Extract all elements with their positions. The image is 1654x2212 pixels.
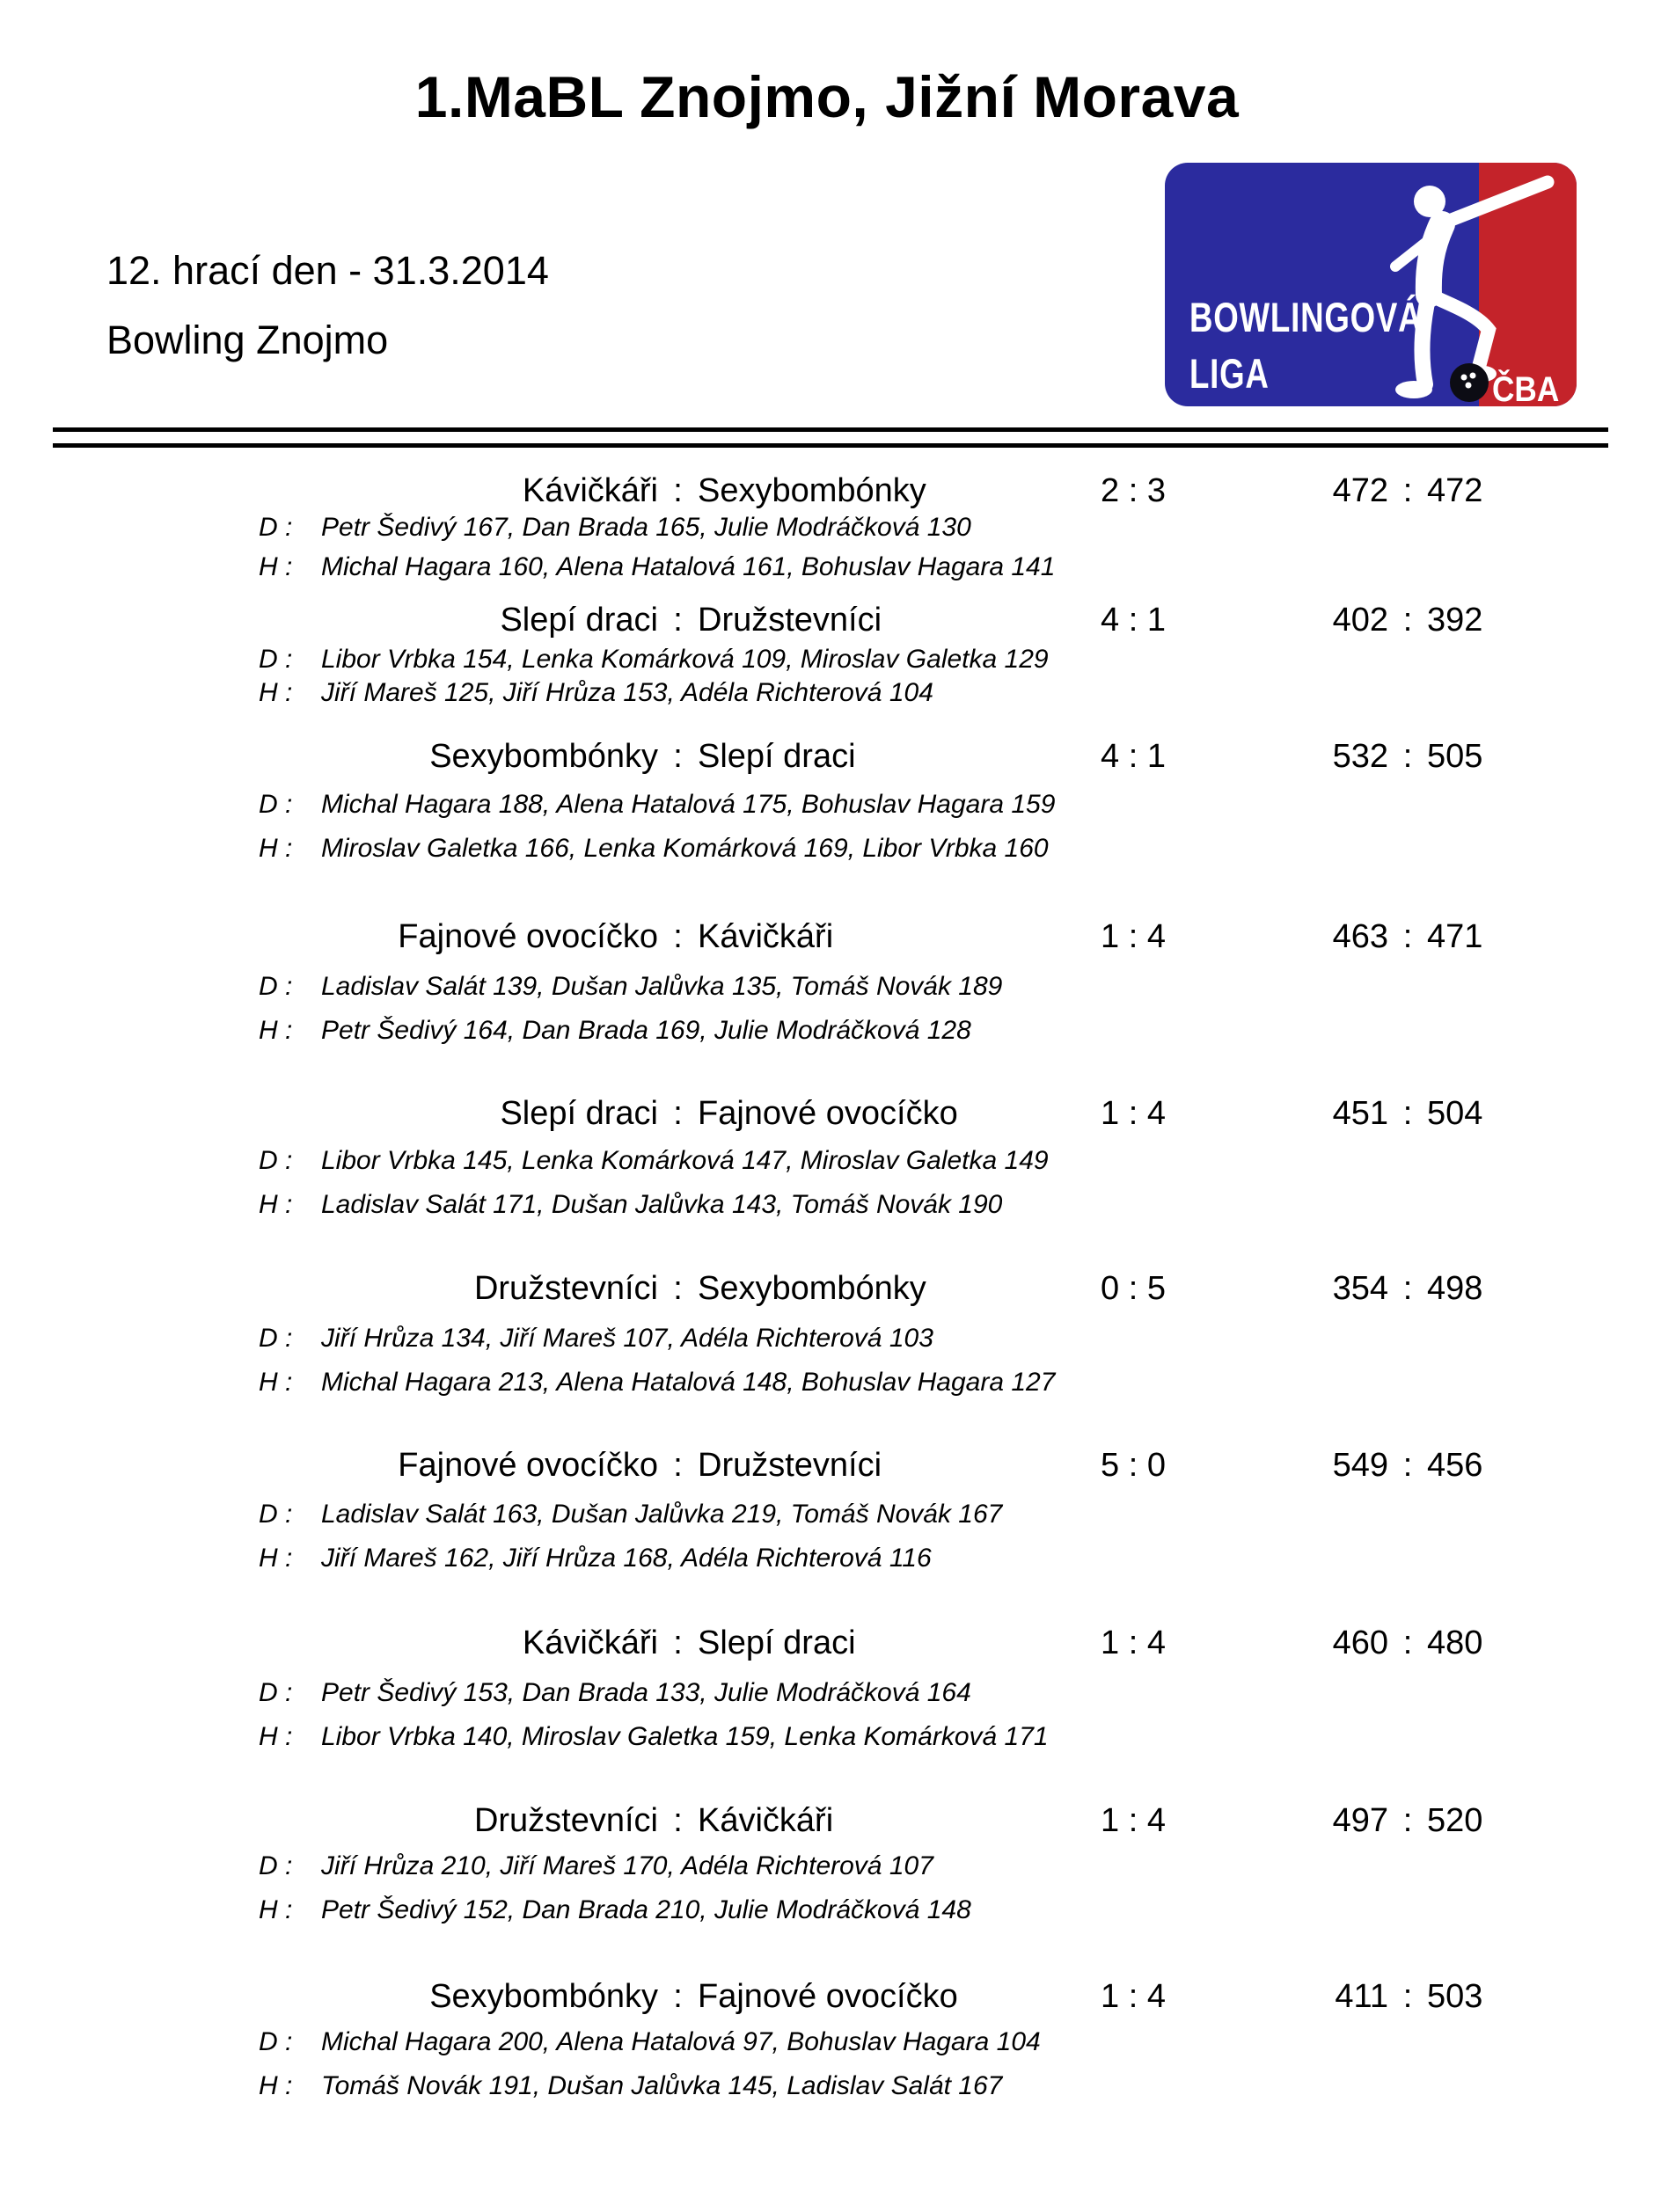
players-list: Petr Šedivý 153, Dan Brada 133, Julie Modráčková 164 (321, 1678, 971, 1707)
team-b-name: Sexybombónky (698, 1270, 926, 1307)
match-score: 4 : 1 (1101, 738, 1166, 775)
pins-a: 472 (1332, 472, 1388, 509)
away-row-label: H : (259, 1368, 293, 1397)
team-b-name: Sexybombónky (698, 472, 926, 509)
match-score: 1 : 4 (1101, 918, 1166, 955)
away-row-label: H : (259, 1544, 293, 1573)
match-title-row (0, 916, 1654, 958)
players-home-row (0, 513, 1654, 543)
match-title-row (0, 1622, 1654, 1664)
away-row-label: H : (259, 1190, 293, 1219)
match-score: 1 : 4 (1101, 1978, 1166, 2015)
away-row-label: H : (259, 678, 293, 707)
cba-label: ČBA (1492, 370, 1560, 406)
home-row-label: D : (259, 972, 293, 1001)
players-list: Ladislav Salát 139, Dušan Jalůvka 135, Tomáš Novák 189 (321, 972, 1003, 1001)
players-home-row (0, 1146, 1654, 1176)
pins-b: 472 (1427, 472, 1483, 509)
players-away-row (0, 1895, 1654, 1925)
pins-colon: : (1402, 1624, 1413, 1661)
pins-b: 480 (1427, 1624, 1483, 1661)
pins-a: 460 (1332, 1624, 1388, 1661)
pins-colon: : (1402, 472, 1413, 509)
match-title-row (0, 470, 1654, 512)
players-away-row (0, 1016, 1654, 1046)
pins-colon: : (1402, 1978, 1413, 2015)
home-row-label: D : (259, 1146, 293, 1175)
colon-separator: : (673, 1270, 683, 1307)
match-score: 4 : 1 (1101, 602, 1166, 639)
colon-separator: : (673, 1624, 683, 1661)
pins-b: 392 (1427, 602, 1483, 639)
pins-b: 498 (1427, 1270, 1483, 1307)
colon-separator: : (673, 1095, 683, 1132)
pins-b: 505 (1427, 738, 1483, 775)
home-row-label: D : (259, 1851, 293, 1880)
match-day-date: 12. hrací den - 31.3.2014 (106, 248, 549, 293)
team-b-name: Družstevníci (698, 602, 882, 639)
home-row-label: D : (259, 1678, 293, 1707)
match-title-row (0, 1800, 1654, 1842)
pins-colon: : (1402, 1270, 1413, 1307)
pins-a: 532 (1332, 738, 1388, 775)
pins-colon: : (1402, 1447, 1413, 1484)
pins-b: 520 (1427, 1802, 1483, 1839)
team-a-name: Fajnové ovocíčko (398, 918, 658, 955)
players-list: Michal Hagara 188, Alena Hatalová 175, Bohuslav Hagara 159 (321, 790, 1056, 819)
pins-a: 354 (1332, 1270, 1388, 1307)
home-row-label: D : (259, 513, 293, 542)
match-score: 5 : 0 (1101, 1447, 1166, 1484)
match-title-row (0, 1444, 1654, 1486)
away-row-label: H : (259, 834, 293, 863)
colon-separator: : (673, 918, 683, 955)
away-row-label: H : (259, 1895, 293, 1924)
players-home-row (0, 972, 1654, 1002)
players-home-row (0, 645, 1654, 675)
team-b-name: Fajnové ovocíčko (698, 1978, 958, 2015)
pins-colon: : (1402, 1095, 1413, 1132)
players-home-row (0, 1324, 1654, 1354)
pins-b: 504 (1427, 1095, 1483, 1132)
team-a-name: Slepí draci (500, 602, 658, 639)
players-away-row (0, 552, 1654, 582)
logo-text-liga: LIGA (1189, 350, 1270, 397)
players-away-row (0, 2071, 1654, 2101)
colon-separator: : (673, 602, 683, 639)
team-a-name: Sexybombónky (429, 1978, 658, 2015)
players-list: Petr Šedivý 152, Dan Brada 210, Julie Modráčková 148 (321, 1895, 971, 1924)
players-away-row (0, 1544, 1654, 1573)
players-away-row (0, 1368, 1654, 1398)
team-a-name: Družstevníci (473, 1802, 658, 1839)
team-b-name: Kávičkáři (698, 918, 834, 955)
team-a-name: Družstevníci (473, 1270, 658, 1307)
pins-a: 411 (1335, 1978, 1388, 2015)
players-away-row (0, 1190, 1654, 1220)
match-title-row (0, 599, 1654, 641)
divider-double-line (53, 427, 1608, 448)
match-title-row (0, 1267, 1654, 1310)
away-row-label: H : (259, 1016, 293, 1045)
away-row-label: H : (259, 2071, 293, 2100)
home-row-label: D : (259, 1324, 293, 1353)
team-b-name: Fajnové ovocíčko (698, 1095, 958, 1132)
pins-a: 497 (1332, 1802, 1388, 1839)
match-score: 1 : 4 (1101, 1802, 1166, 1839)
players-home-row (0, 1851, 1654, 1881)
pins-a: 451 (1332, 1095, 1388, 1132)
players-list: Miroslav Galetka 166, Lenka Komárková 169, Libor Vrbka 160 (321, 834, 1049, 863)
colon-separator: : (673, 1978, 683, 2015)
pins-a: 549 (1332, 1447, 1388, 1484)
team-a-name: Kávičkáři (522, 472, 658, 509)
match-title-row (0, 1975, 1654, 2018)
league-logo (1165, 163, 1577, 406)
pins-b: 503 (1427, 1978, 1483, 2015)
players-away-row (0, 1722, 1654, 1752)
players-list: Jiří Mareš 125, Jiří Hrůza 153, Adéla Richterová 104 (321, 678, 933, 707)
match-title-row (0, 735, 1654, 777)
match-title-row (0, 1092, 1654, 1135)
away-row-label: H : (259, 1722, 293, 1751)
players-list: Libor Vrbka 140, Miroslav Galetka 159, Lenka Komárková 171 (321, 1722, 1049, 1751)
team-b-name: Slepí draci (698, 738, 856, 775)
players-home-row (0, 2027, 1654, 2057)
team-a-name: Fajnové ovocíčko (398, 1447, 658, 1484)
players-list: Ladislav Salát 171, Dušan Jalůvka 143, Tomáš Novák 190 (321, 1190, 1003, 1219)
players-list: Libor Vrbka 145, Lenka Komárková 147, Miroslav Galetka 149 (321, 1146, 1049, 1175)
players-list: Michal Hagara 200, Alena Hatalová 97, Bohuslav Hagara 104 (321, 2027, 1041, 2056)
match-score: 2 : 3 (1101, 472, 1166, 509)
match-score: 0 : 5 (1101, 1270, 1166, 1307)
team-b-name: Slepí draci (698, 1624, 856, 1661)
home-row-label: D : (259, 1500, 293, 1529)
players-list: Jiří Hrůza 210, Jiří Mareš 170, Adéla Richterová 107 (321, 1851, 933, 1880)
home-row-label: D : (259, 790, 293, 819)
colon-separator: : (673, 472, 683, 509)
colon-separator: : (673, 1802, 683, 1839)
page-title: 1.MaBL Znojmo, Jižní Morava (414, 64, 1240, 129)
players-list: Petr Šedivý 167, Dan Brada 165, Julie Modráčková 130 (321, 513, 971, 542)
team-a-name: Kávičkáři (522, 1624, 658, 1661)
team-a-name: Sexybombónky (429, 738, 658, 775)
pins-colon: : (1402, 918, 1413, 955)
players-list: Ladislav Salát 163, Dušan Jalůvka 219, Tomáš Novák 167 (321, 1500, 1003, 1529)
players-away-row (0, 678, 1654, 708)
bowling-ball-icon (1450, 363, 1489, 402)
pins-colon: : (1402, 738, 1413, 775)
players-home-row (0, 1500, 1654, 1529)
venue: Bowling Znojmo (106, 318, 389, 362)
team-b-name: Kávičkáři (698, 1802, 834, 1839)
players-home-row (0, 1678, 1654, 1708)
match-score: 1 : 4 (1101, 1095, 1166, 1132)
away-row-label: H : (259, 552, 293, 581)
logo-text-bowlingova: BOWLINGOVÁ (1189, 294, 1423, 340)
pins-colon: : (1402, 1802, 1413, 1839)
pins-b: 456 (1427, 1447, 1483, 1484)
match-score: 1 : 4 (1101, 1624, 1166, 1661)
pins-b: 471 (1427, 918, 1483, 955)
pins-colon: : (1402, 602, 1413, 639)
pins-a: 402 (1332, 602, 1388, 639)
home-row-label: D : (259, 2027, 293, 2056)
team-b-name: Družstevníci (698, 1447, 882, 1484)
players-list: Jiří Hrůza 134, Jiří Mareš 107, Adéla Richterová 103 (321, 1324, 933, 1353)
colon-separator: : (673, 738, 683, 775)
players-list: Libor Vrbka 154, Lenka Komárková 109, Miroslav Galetka 129 (321, 645, 1049, 674)
colon-separator: : (673, 1447, 683, 1484)
players-home-row (0, 790, 1654, 820)
players-away-row (0, 834, 1654, 864)
players-list: Petr Šedivý 164, Dan Brada 169, Julie Modráčková 128 (321, 1016, 971, 1045)
players-list: Jiří Mareš 162, Jiří Hrůza 168, Adéla Richterová 116 (321, 1544, 932, 1573)
players-list: Tomáš Novák 191, Dušan Jalůvka 145, Ladislav Salát 167 (321, 2071, 1003, 2100)
players-list: Michal Hagara 160, Alena Hatalová 161, Bohuslav Hagara 141 (321, 552, 1056, 581)
team-a-name: Slepí draci (500, 1095, 658, 1132)
home-row-label: D : (259, 645, 293, 674)
pins-a: 463 (1332, 918, 1388, 955)
players-list: Michal Hagara 213, Alena Hatalová 148, Bohuslav Hagara 127 (321, 1368, 1056, 1397)
